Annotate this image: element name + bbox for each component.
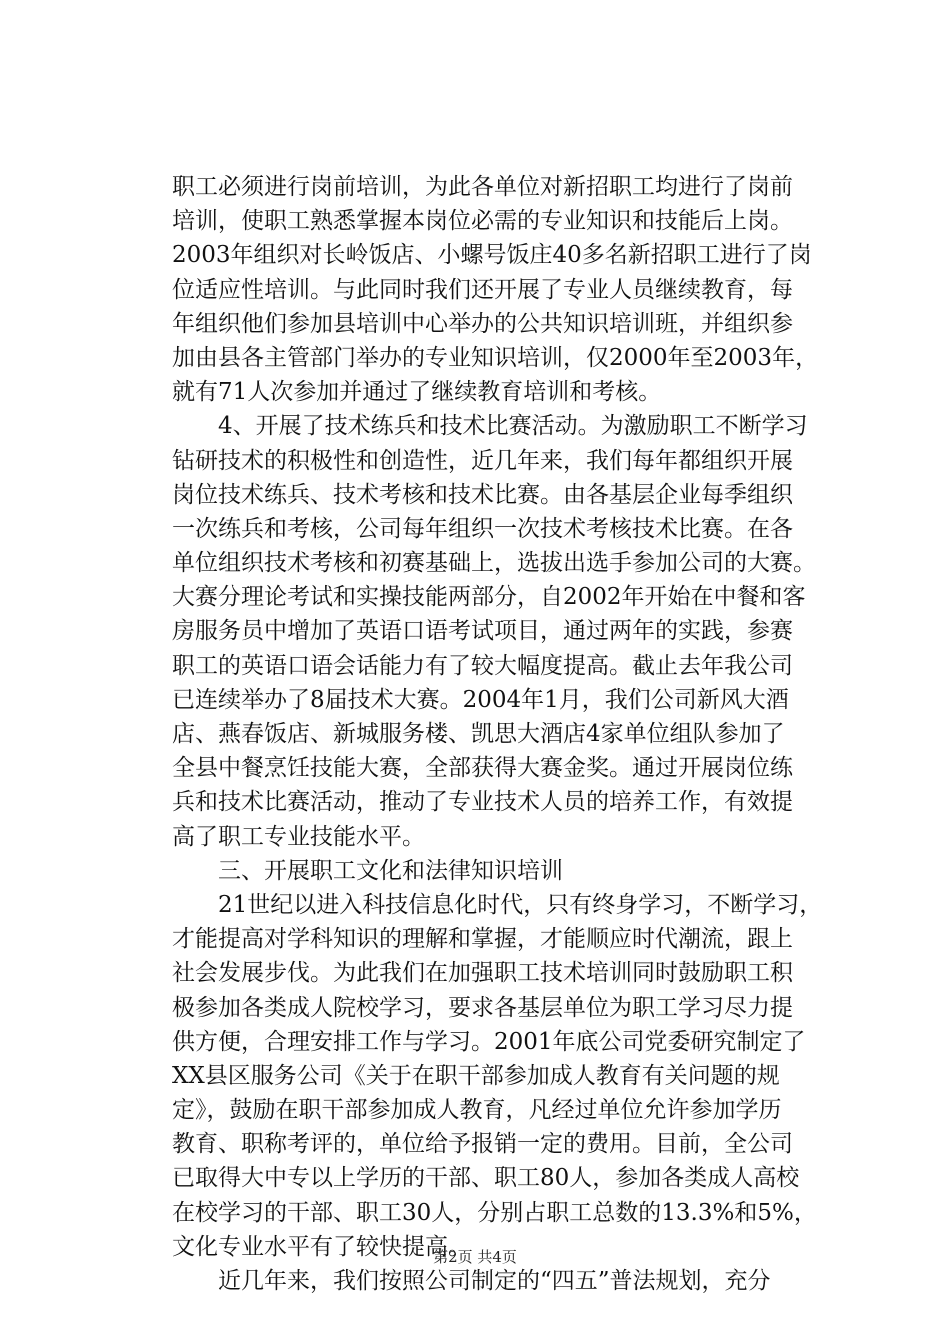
text-line: 岗位技术练兵、技术考核和技术比赛。由各基层企业每季组织 — [172, 481, 793, 508]
text-line: 近几年来，我们按照公司制定的“四五”普法规划，充分 — [172, 1268, 771, 1294]
text-line: 房服务员中增加了英语口语考试项目，通过两年的实践，参赛 — [172, 618, 793, 645]
text-line: 极参加各类成人院校学习，要求各基层单位为职工学习尽力提 — [172, 994, 793, 1021]
text-line: 在校学习的干部、职工30人，分别占职工总数的13.3%和5%， — [172, 1199, 817, 1226]
body-text — [172, 170, 836, 1298]
text-line: 一次练兵和考核，公司每年组织一次技术考核技术比赛。在各 — [172, 515, 793, 542]
page-footer: 第2页 共4页 — [433, 1248, 517, 1266]
text-line: 已取得大中专以上学历的干部、职工80人，参加各类成人高校 — [172, 1165, 800, 1192]
text-line: 年组织他们参加县培训中心举办的公共知识培训班，并组织参 — [172, 310, 793, 337]
text-line: XX县区服务公司《关于在职干部参加成人教育有关问题的规 — [172, 1062, 780, 1089]
text-line: 位适应性培训。与此同时我们还开展了专业人员继续教育，每 — [172, 276, 793, 303]
text-line: 兵和技术比赛活动，推动了专业技术人员的培养工作，有效提 — [172, 789, 793, 816]
text-line: 加由县各主管部门举办的专业知识培训，仅2000年至2003年， — [172, 344, 819, 371]
text-line: 就有71人次参加并通过了继续教育培训和考核。 — [172, 379, 662, 406]
text-line: 培训，使职工熟悉掌握本岗位必需的专业知识和技能后上岗。 — [172, 208, 793, 235]
text-line: 职工的英语口语会话能力有了较大幅度提高。截止去年我公司 — [172, 652, 793, 679]
text-line: 店、燕春饭店、新城服务楼、凯思大酒店4家单位组队参加了 — [172, 721, 785, 747]
text-line: 21世纪以进入科技信息化时代，只有终身学习，不断学习， — [172, 891, 823, 918]
text-line: 才能提高对学科知识的理解和掌握，才能顺应时代潮流，跟上 — [172, 926, 793, 953]
text-line: 文化专业水平有了较快提高。 — [172, 1233, 471, 1260]
text-line: 三、开展职工文化和法律知识培训 — [172, 857, 563, 884]
text-line: 钻研技术的积极性和创造性，近几年来，我们每年都组织开展 — [172, 447, 793, 474]
text-line: 2003年组织对长岭饭店、小螺号饭庄40多名新招职工进行了岗 — [172, 242, 812, 269]
text-line: 大赛分理论考试和实操技能两部分，自2002年开始在中餐和客 — [172, 584, 806, 611]
text-line: 4、开展了技术练兵和技术比赛活动。为激励职工不断学习 — [172, 413, 808, 440]
text-line: 已连续举办了8届技术大赛。2004年1月，我们公司新风大酒 — [172, 686, 789, 713]
text-line: 供方便，合理安排工作与学习。2001年底公司党委研究制定了 — [172, 1028, 806, 1055]
text-line: 职工必须进行岗前培训，为此各单位对新招职工均进行了岗前 — [172, 174, 793, 200]
text-line: 单位组织技术考核和初赛基础上，选拔出选手参加公司的大赛。 — [172, 550, 816, 577]
text-line: 教育、职称考评的，单位给予报销一定的费用。目前，全公司 — [172, 1131, 793, 1158]
text-line: 全县中餐烹饪技能大赛，全部获得大赛金奖。通过开展岗位练 — [172, 755, 793, 782]
text-line: 社会发展步伐。为此我们在加强职工技术培训同时鼓励职工积 — [172, 960, 793, 987]
text-line: 高了职工专业技能水平。 — [172, 823, 425, 850]
text-line: 定》，鼓励在职干部参加成人教育，凡经过单位允许参加学历 — [172, 1097, 782, 1124]
